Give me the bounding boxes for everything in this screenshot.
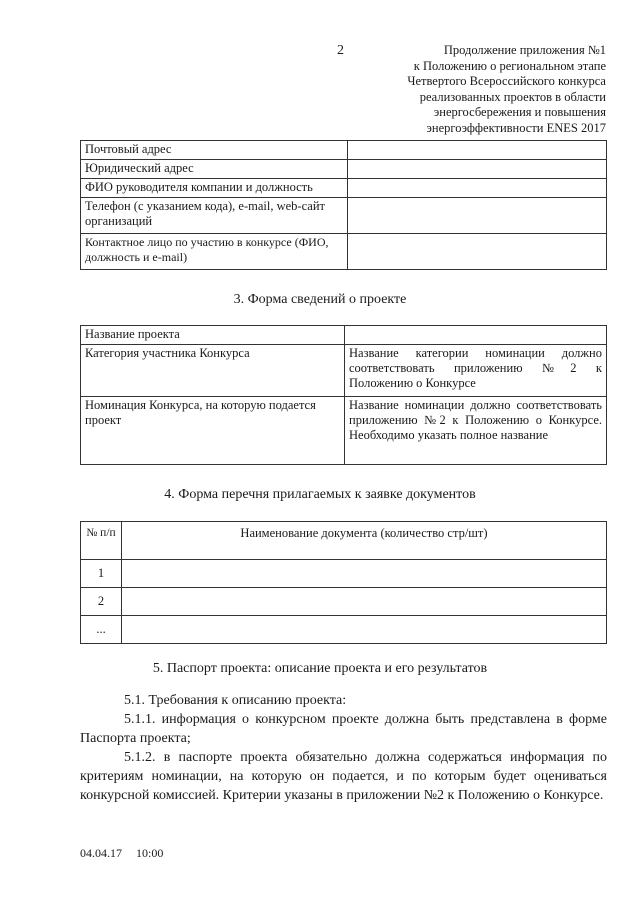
row-number: 1 (81, 560, 122, 588)
header-line: энергоэффективности ENES 2017 (426, 120, 606, 135)
table-row (81, 160, 607, 179)
row-label: Категория участника Конкурса (81, 345, 345, 397)
table-row (81, 345, 607, 397)
footer-date: 04.04.17 (80, 846, 122, 860)
section-3-title: 3. Форма сведений о проекте (233, 292, 407, 307)
row-value-cell[interactable] (348, 179, 607, 198)
header-line: Продолжение приложения №1 (443, 43, 606, 57)
table-row (81, 326, 607, 345)
row-label: Почтовый адрес (81, 141, 348, 160)
table-row (81, 198, 607, 234)
header-line: к Положению о региональном этапе (413, 58, 606, 73)
row-value-cell[interactable] (348, 141, 607, 160)
document-name-cell[interactable] (122, 588, 607, 616)
table-row (81, 616, 607, 644)
row-label: Контактное лицо по участию в конкурсе (ФИО, должность и e-mail) (81, 234, 348, 270)
project-info-table (80, 325, 607, 465)
document-name-cell[interactable] (122, 560, 607, 588)
header-line: энергосбережения и повышения (433, 105, 606, 119)
table-row (81, 234, 607, 270)
table-header-row (81, 522, 607, 560)
appendix-header (356, 43, 606, 136)
table-row (81, 179, 607, 198)
header-line: реализованных проектов в области (419, 89, 606, 104)
section-4-title: 4. Форма перечня прилагаемых к заявке документов (164, 487, 476, 502)
row-value-cell[interactable]: Название категории номинации должно соответствовать приложению №2 к Положению о Конкурсе (345, 345, 607, 397)
row-label: Юридический адрес (81, 160, 348, 179)
footer-time: 10:00 (136, 846, 164, 860)
documents-table (80, 521, 607, 644)
row-value-cell[interactable]: Название номинации должно соответствовать приложению №2 к Положению о Конкурсе. Необходимо указать полное название (345, 397, 607, 465)
row-value-cell[interactable] (345, 326, 607, 345)
contacts-table (80, 140, 607, 270)
table-row (81, 588, 607, 616)
row-label: ФИО руководителя компании и должность (81, 179, 348, 198)
document-name-cell[interactable] (122, 616, 607, 644)
page-number: 2 (337, 43, 344, 58)
row-label: Номинация Конкурса, на которую подается проект (81, 397, 345, 465)
row-value-cell[interactable] (348, 160, 607, 179)
column-header-number: № п/п (81, 522, 122, 560)
row-number: 2 (81, 588, 122, 616)
table-row (81, 397, 607, 465)
table-row (81, 141, 607, 160)
paragraph-5-1-2: 5.1.2. в паспорте проекта обязательно должна содержаться информация по критериям номинации, на которую он подается, и по которым будет оцениваться конкурсной комиссией. Критерии указаны в приложении №2 к Положению о Конкурсе. (80, 750, 607, 803)
row-label: Телефон (с указанием кода), e-mail, web-сайт организаций (81, 198, 348, 234)
row-value-cell[interactable] (348, 234, 607, 270)
footer-timestamp (80, 846, 177, 861)
section-5-title: 5. Паспорт проекта: описание проекта и его результатов (152, 661, 488, 676)
table-row (81, 560, 607, 588)
row-label: Название проекта (81, 326, 345, 345)
column-header-document: Наименование документа (количество стр/шт) (122, 522, 607, 560)
paragraph-5-1: 5.1. Требования к описанию проекта: (124, 693, 347, 708)
row-number: ... (81, 616, 122, 644)
paragraph-5-1-1: 5.1.1. информация о конкурсном проекте должна быть представлена в форме Паспорта проекта; (80, 712, 607, 746)
row-value-cell[interactable] (348, 198, 607, 234)
header-line: Четвертого Всероссийского конкурса (407, 74, 606, 88)
